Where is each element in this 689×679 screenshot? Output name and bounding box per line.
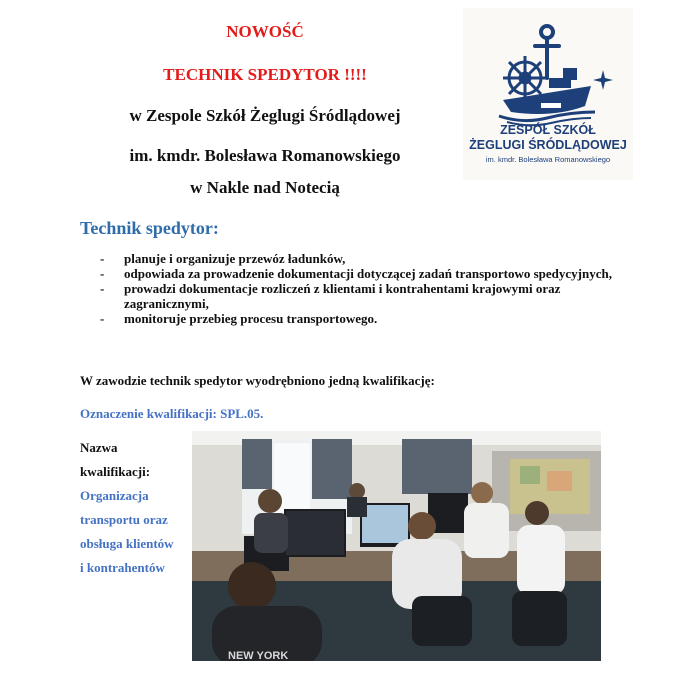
list-item [100, 281, 620, 311]
section-title: Technik spedytor: [80, 218, 219, 238]
duty-text: odpowiada za prowadzenie dokumentacji dotyczącej zadań transportowo spedycyjnych, [124, 266, 612, 281]
duty-text: planuje i organizuje przewóz ładunków, [124, 251, 346, 266]
classroom-photo [192, 431, 601, 661]
duty-text: monitoruje przebieg procesu transportowego. [124, 311, 378, 326]
list-dash: - [100, 311, 105, 326]
heading-program: TECHNIK SPEDYTOR !!!! [163, 65, 367, 84]
list-item [100, 266, 620, 281]
name-line-2: transportu oraz [80, 512, 168, 527]
list-item [100, 311, 620, 326]
heading-patron: im. kmdr. Bolesława Romanowskiego [129, 146, 401, 165]
anchor-ship-logo-icon [463, 8, 633, 180]
name-line-4: i kontrahentów [80, 560, 165, 575]
list-dash: - [100, 266, 105, 281]
name-label-2: kwalifikacji: [80, 464, 151, 479]
list-dash: - [100, 251, 105, 266]
name-label-1: Nazwa [80, 440, 118, 455]
list-item [100, 251, 620, 266]
logo-subtitle: im. kmdr. Bolesława Romanowskiego [485, 155, 611, 164]
heading-new: NOWOŚĆ [226, 22, 304, 41]
duties-list [100, 251, 620, 326]
list-dash: - [100, 281, 105, 296]
name-line-1: Organizacja [80, 488, 149, 503]
heading-location: w Nakle nad Notecią [190, 178, 340, 197]
name-line-3: obsługa klientów [80, 536, 174, 551]
shirt-text: NEW YORK [228, 650, 289, 661]
duty-text: prowadzi dokumentacje rozliczeń z klientami i kontrahentami krajowymi oraz zagranicznymi, [124, 281, 561, 311]
school-logo [463, 8, 633, 180]
logo-name-line2: ŻEGLUGI ŚRÓDLĄDOWEJ [469, 138, 627, 152]
qualification-name-block [80, 436, 174, 580]
heading-school: w Zespole Szkół Żeglugi Śródlądowej [129, 106, 401, 125]
logo-name-line1: ZESPÓŁ SZKÓŁ [500, 123, 596, 137]
qualification-intro: W zawodzie technik spedytor wyodrębniono jedną kwalifikację: [80, 373, 435, 388]
qualification-code: Oznaczenie kwalifikacji: SPL.05. [80, 406, 264, 421]
